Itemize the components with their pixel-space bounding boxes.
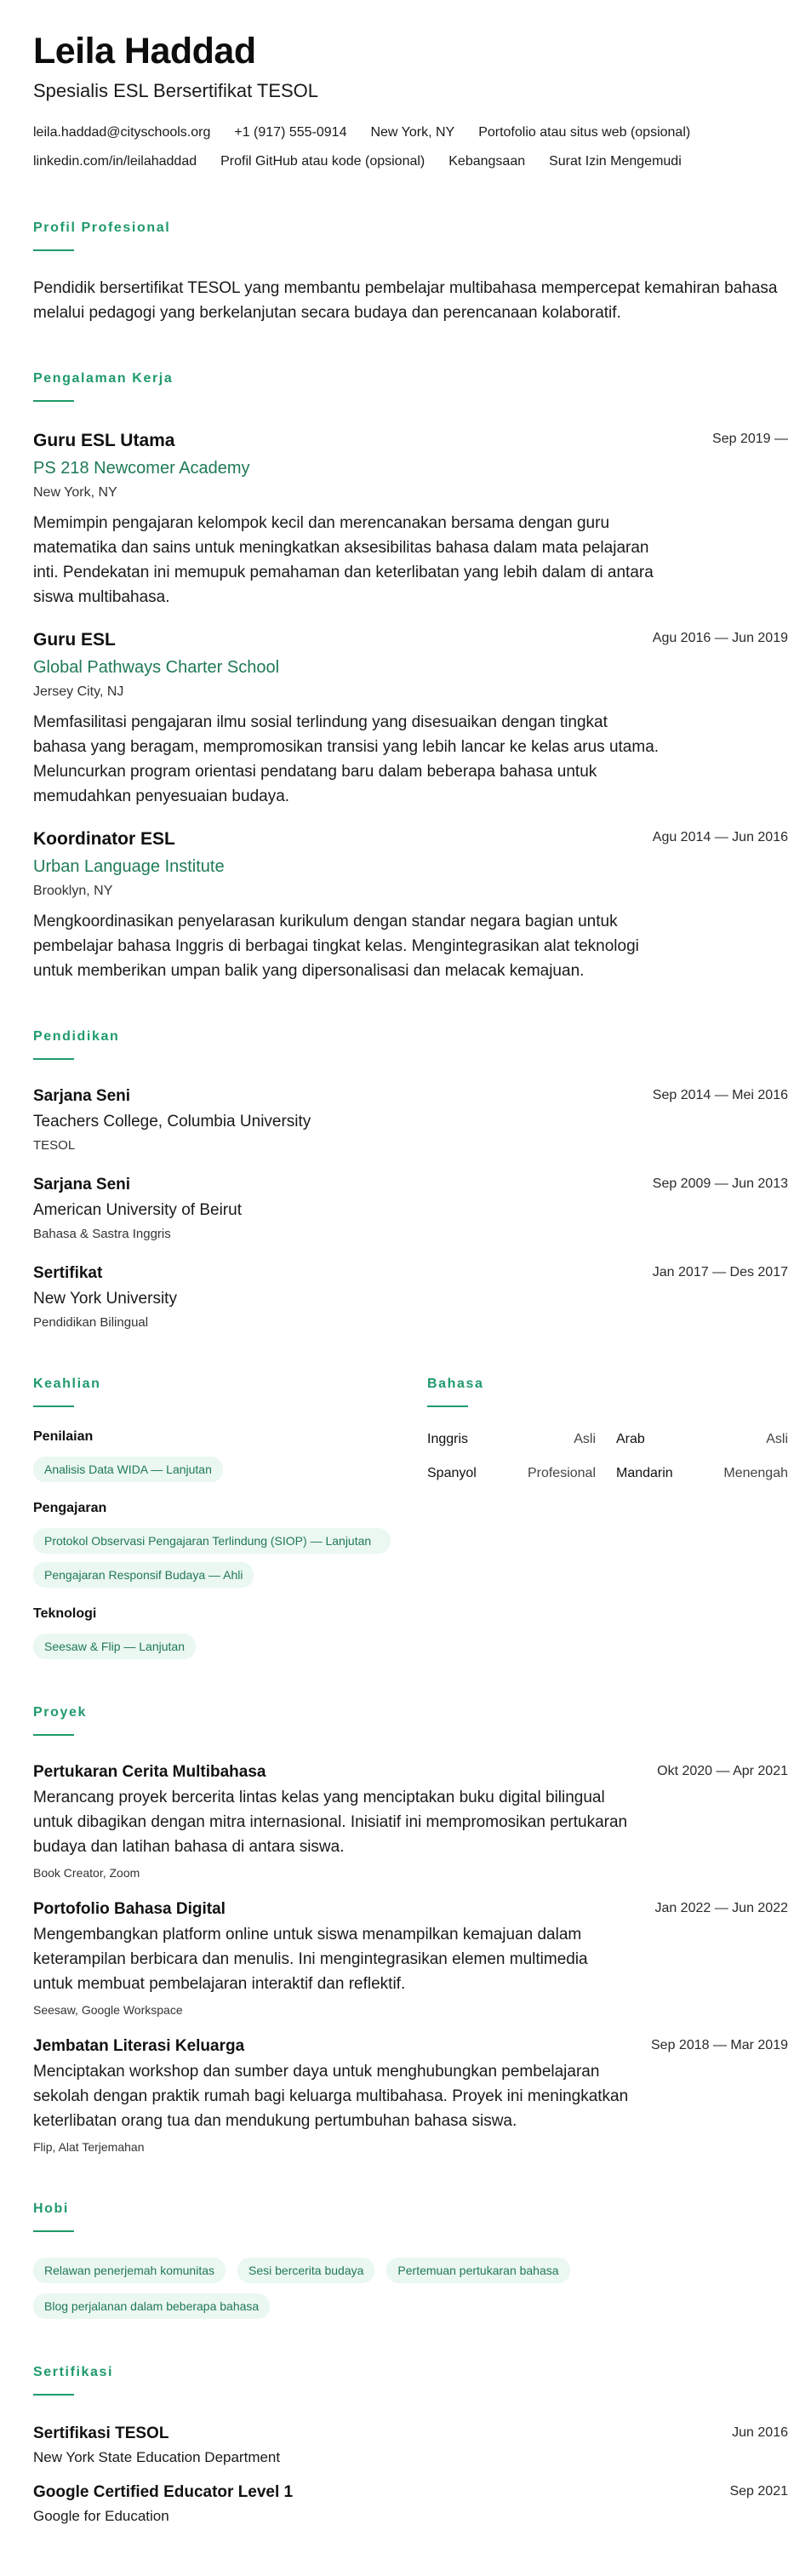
- education-dates: Sep 2009 — Jun 2013: [652, 1176, 788, 1191]
- section-divider: [33, 2394, 74, 2396]
- skill-group: [33, 1499, 427, 1588]
- section-title-projects: Proyek: [33, 1705, 87, 1720]
- section-divider: [33, 1058, 74, 1060]
- job-description: Memimpin pengajaran kelompok kecil dan merencanakan bersama dengan guru matematika dan sains untuk meningkatkan aksesibilitas bahasa dalam mata pelajaran inti. Pendekatan ini memupuk pemahaman dan keterlibatan yang lebih dalam di antara siswa multibahasa.: [33, 514, 654, 606]
- certification-date: Sep 2021: [729, 2484, 788, 2499]
- language-level: Menengah: [723, 1466, 788, 1480]
- project-description: Merancang proyek bercerita lintas kelas yang menciptakan buku digital bilingual untuk dibagikan dengan mitra internasional. Inisiatif ini mempromosikan pertukaran budaya dan latihan bahasa di antara siswa.: [33, 1789, 628, 1856]
- section-divider: [427, 1405, 468, 1407]
- projects-section: [33, 1703, 788, 2155]
- hobby-chip-list: [33, 2258, 646, 2319]
- skill-chip-list: [33, 1634, 427, 1659]
- job-title: Guru ESL Utama: [33, 431, 175, 450]
- certification-issuer: New York State Education Department: [33, 2449, 281, 2465]
- job-entry: [33, 827, 788, 983]
- job-organization: PS 218 Newcomer Academy: [33, 459, 250, 478]
- language-name: Arab: [616, 1432, 645, 1446]
- education-entry: [33, 1085, 788, 1155]
- certifications-section: [33, 2363, 788, 2527]
- section-title-education: Pendidikan: [33, 1029, 120, 1044]
- job-location: Brooklyn, NY: [33, 884, 113, 898]
- language-list: [427, 1430, 788, 1483]
- language-level: Asli: [574, 1432, 596, 1446]
- language-level: Asli: [766, 1432, 788, 1446]
- skill-group-title: Teknologi: [33, 1606, 97, 1621]
- project-entry: [33, 1761, 788, 1881]
- project-dates: Jan 2022 — Jun 2022: [654, 1901, 788, 1915]
- project-dates: Okt 2020 — Apr 2021: [657, 1764, 788, 1778]
- skill-chip-list: [33, 1528, 427, 1588]
- education-degree: Sarjana Seni: [33, 1176, 131, 1194]
- language-level: Profesional: [527, 1466, 596, 1480]
- skill-chip: Pengajaran Responsif Budaya — Ahli: [33, 1562, 254, 1588]
- skill-group: [33, 1605, 427, 1659]
- education-section: [33, 1028, 788, 1332]
- project-title: Pertukaran Cerita Multibahasa: [33, 1763, 266, 1781]
- skill-group-title: Penilaian: [33, 1429, 94, 1444]
- project-entry: [33, 1898, 788, 2018]
- language-item: [427, 1464, 606, 1483]
- education-field: Bahasa & Sastra Inggris: [33, 1227, 171, 1241]
- section-divider: [33, 400, 74, 402]
- languages-section: [427, 1375, 788, 1659]
- job-location: New York, NY: [33, 485, 117, 500]
- contact-list: [33, 123, 782, 172]
- certification-date: Jun 2016: [732, 2425, 788, 2440]
- project-title: Portofolio Bahasa Digital: [33, 1900, 226, 1918]
- education-degree: Sarjana Seni: [33, 1087, 131, 1105]
- skill-chip-list: [33, 1457, 427, 1482]
- contact-linkedin[interactable]: linkedin.com/in/leilahaddad: [33, 154, 197, 169]
- contact-location: New York, NY: [370, 125, 455, 140]
- job-organization: Global Pathways Charter School: [33, 658, 280, 677]
- skills-languages-row: [33, 1375, 788, 1659]
- skill-chip: Seesaw & Flip — Lanjutan: [33, 1634, 196, 1659]
- job-title: Koordinator ESL: [33, 829, 175, 849]
- job-dates: Sep 2019 —: [712, 432, 788, 446]
- job-organization: Urban Language Institute: [33, 857, 225, 876]
- skill-group: [33, 1428, 427, 1482]
- contact-github[interactable]: Profil GitHub atau kode (opsional): [220, 154, 425, 169]
- section-title-experience: Pengalaman Kerja: [33, 371, 174, 386]
- language-item: [606, 1464, 788, 1483]
- project-tech: Seesaw, Google Workspace: [33, 2003, 183, 2017]
- certification-title: Sertifikasi TESOL: [33, 2424, 169, 2442]
- education-entry: [33, 1174, 788, 1244]
- project-title: Jembatan Literasi Keluarga: [33, 2037, 245, 2055]
- section-title-languages: Bahasa: [427, 1377, 484, 1391]
- education-field: Pendidikan Bilingual: [33, 1315, 149, 1330]
- job-title: Guru ESL: [33, 630, 116, 650]
- contact-driving-license: Surat Izin Mengemudi: [549, 154, 682, 169]
- job-dates: Agu 2016 — Jun 2019: [652, 631, 788, 645]
- section-divider: [33, 1405, 74, 1407]
- language-item: [427, 1430, 606, 1449]
- education-entry: [33, 1262, 788, 1332]
- education-institution: American University of Beirut: [33, 1201, 242, 1219]
- education-institution: New York University: [33, 1290, 177, 1308]
- hobbies-section: [33, 2200, 788, 2319]
- certification-issuer: Google for Education: [33, 2508, 169, 2524]
- profile-summary: Pendidik bersertifikat TESOL yang membantu pembelajar multibahasa mempercepat kemahiran bahasa melalui pedagogi yang berkelanjutan secara budaya dan perencanaan kolaboratif.: [33, 279, 778, 322]
- skills-section: [33, 1375, 427, 1659]
- experience-section: [33, 369, 788, 983]
- education-institution: Teachers College, Columbia University: [33, 1113, 311, 1131]
- profile-section: [33, 219, 788, 325]
- project-description: Mengembangkan platform online untuk siswa menampilkan kemajuan dalam keterampilan berbicara dan menulis. Ini mengintegrasikan elemen multimedia untuk membuat pembelajaran interaktif dan reflektif.: [33, 1926, 588, 1993]
- project-dates: Sep 2018 — Mar 2019: [651, 2038, 788, 2052]
- language-name: Inggris: [427, 1432, 469, 1446]
- hobby-chip: Blog perjalanan dalam beberapa bahasa: [33, 2293, 270, 2319]
- hobby-chip: Sesi bercerita budaya: [237, 2258, 374, 2283]
- section-divider: [33, 1734, 74, 1736]
- certification-entry: [33, 2482, 788, 2527]
- education-dates: Sep 2014 — Mei 2016: [652, 1088, 788, 1102]
- language-name: Mandarin: [616, 1466, 673, 1480]
- project-entry: [33, 2035, 788, 2155]
- project-tech: Book Creator, Zoom: [33, 1866, 140, 1880]
- hobby-chip: Relawan penerjemah komunitas: [33, 2258, 226, 2283]
- candidate-name: Leila Haddad: [33, 31, 256, 72]
- job-description: Memfasilitasi pengajaran ilmu sosial terlindung yang disesuaikan dengan tingkat bahasa yang beragam, mempromosikan transisi yang lebih lancar ke kelas arus utama. Meluncurkan program orientasi pendatang baru dalam beberapa bahasa untuk memudahkan penyesuaian budaya.: [33, 713, 660, 805]
- education-field: TESOL: [33, 1138, 76, 1153]
- language-name: Spanyol: [427, 1466, 477, 1480]
- section-divider: [33, 249, 74, 251]
- skill-chip: Protokol Observasi Pengajaran Terlindung (SIOP) — Lanjutan: [33, 1528, 391, 1554]
- section-title-hobbies: Hobi: [33, 2201, 69, 2216]
- section-divider: [33, 2230, 74, 2232]
- contact-email[interactable]: leila.haddad@cityschools.org: [33, 125, 211, 140]
- job-dates: Agu 2014 — Jun 2016: [652, 830, 788, 844]
- education-degree: Sertifikat: [33, 1264, 103, 1282]
- candidate-headline: Spesialis ESL Bersertifikat TESOL: [33, 80, 319, 101]
- skill-chip: Analisis Data WIDA — Lanjutan: [33, 1457, 223, 1482]
- certification-entry: [33, 2423, 788, 2468]
- certification-title: Google Certified Educator Level 1: [33, 2483, 294, 2501]
- hobby-chip: Pertemuan pertukaran bahasa: [386, 2258, 569, 2283]
- job-description: Mengkoordinasikan penyelarasan kurikulum dengan standar negara bagian untuk pembelajar bahasa Inggris di berbagai tingkat kelas. Mengintegrasikan alat teknologi untuk memberikan umpan balik yang dipersonalisasi dan melacak kemajuan.: [33, 913, 639, 980]
- project-description: Menciptakan workshop dan sumber daya untuk menghubungkan pembelajaran sekolah dengan praktik rumah bagi keluarga multibahasa. Proyek ini meningkatkan keterlibatan orang tua dan mendukung pertumbuhan bahasa siswa.: [33, 2063, 629, 2130]
- job-location: Jersey City, NJ: [33, 684, 124, 699]
- section-title-skills: Keahlian: [33, 1377, 101, 1391]
- language-item: [606, 1430, 788, 1449]
- job-entry: [33, 628, 788, 809]
- resume-header: [33, 29, 788, 172]
- skill-group-title: Pengajaran: [33, 1501, 107, 1515]
- education-dates: Jan 2017 — Des 2017: [652, 1265, 788, 1279]
- section-title-profile: Profil Profesional: [33, 220, 171, 235]
- project-tech: Flip, Alat Terjemahan: [33, 2140, 145, 2154]
- contact-nationality: Kebangsaan: [448, 154, 526, 169]
- section-title-certifications: Sertifikasi: [33, 2365, 114, 2379]
- job-entry: [33, 429, 788, 610]
- contact-phone[interactable]: +1 (917) 555-0914: [234, 125, 347, 140]
- contact-portfolio[interactable]: Portofolio atau situs web (opsional): [478, 125, 691, 140]
